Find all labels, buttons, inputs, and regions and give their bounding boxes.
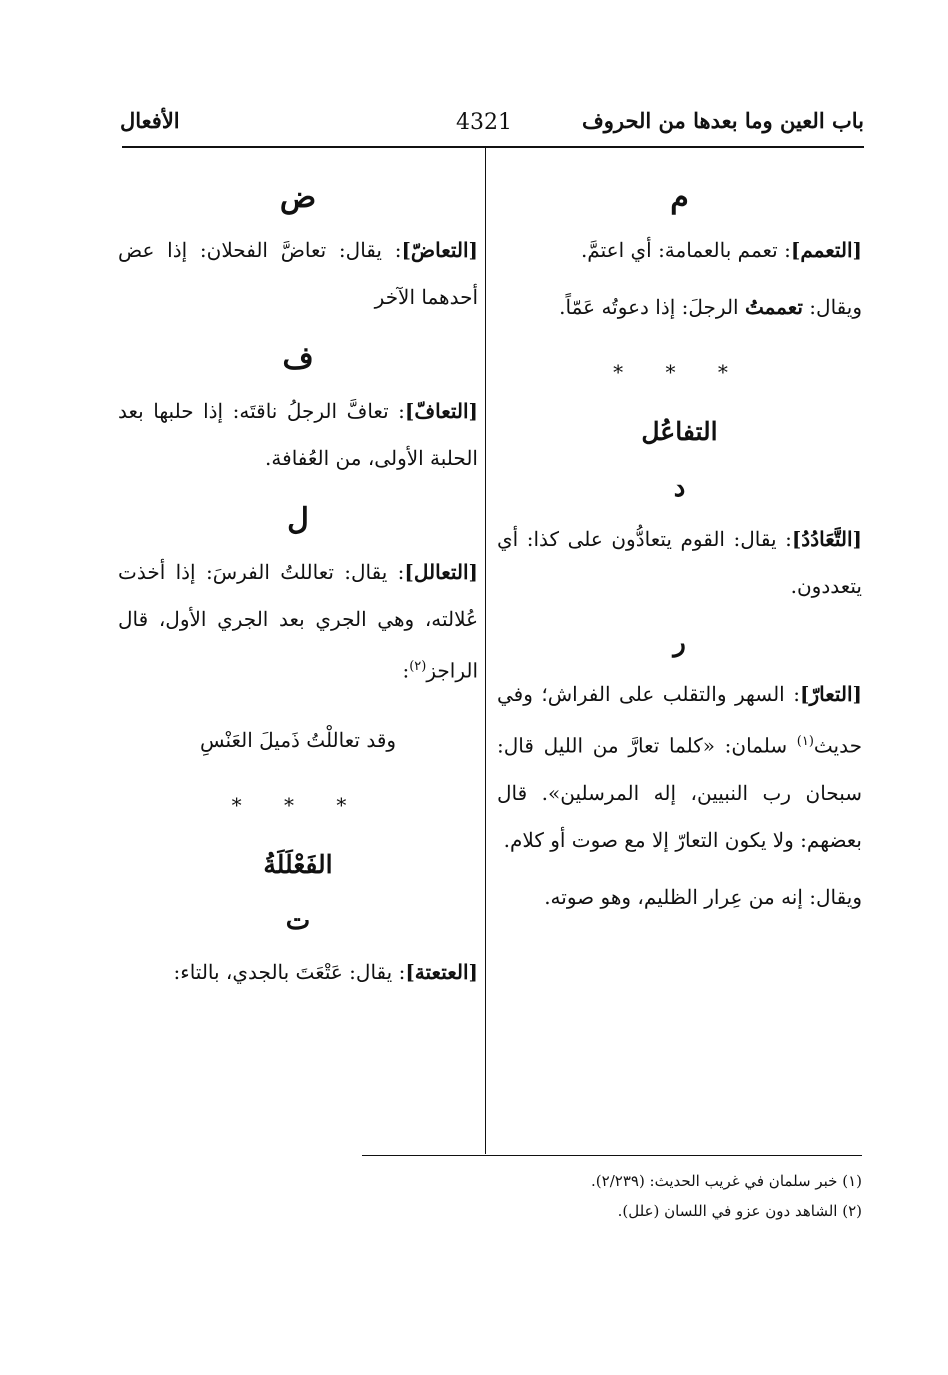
left-column	[118, 160, 478, 1006]
entry-taammum	[497, 227, 862, 274]
entry-text: سلمان: «كلما تعارَّ من الليل قال: سبحان رب النبيين، إله المرسلين». قال بعضهم: ولا يكون التعارّ إلا مع صوت أو كلام.	[497, 733, 862, 852]
letter-heading-ta: ت	[285, 905, 311, 936]
entry-term: [التعالل]	[404, 560, 478, 584]
section-name: الأفعال	[120, 108, 180, 133]
entry-term: [التعافّ]	[404, 399, 478, 423]
footnote-2: (٢) الشاهد دون عزو في اللسان (علل).	[617, 1202, 862, 1220]
entry-text: : يقال: تعاللتُ الفرسَ: إذا أخذت عُلالته، وهي الجري بعد الجري الأول، قال الراجز	[118, 560, 478, 683]
entry-term: [التعارّ]	[799, 682, 862, 706]
entry-term: [التعاضّ]	[401, 238, 478, 262]
entry-text: ويقال:	[802, 295, 862, 319]
entry-text: : السهر والتقلب على الفراش؛ وفي حديث	[497, 682, 862, 758]
right-column	[497, 160, 862, 931]
column-divider	[485, 148, 486, 1154]
page-header	[120, 100, 864, 146]
letter-heading-fa: ف	[282, 341, 314, 376]
letter-heading-mim: م	[670, 180, 689, 215]
header-rule	[122, 146, 864, 148]
footnote-ref: (١)	[796, 734, 814, 749]
entry-atata	[118, 949, 478, 996]
footnotes	[300, 1166, 862, 1226]
entry-taadd	[118, 227, 478, 321]
letter-heading-ra: ر	[673, 628, 686, 658]
footnote-rule	[362, 1155, 862, 1156]
entry-term: [العتعتة]	[405, 959, 478, 984]
entry-text: :	[402, 658, 410, 683]
section-title-falala: الفَعْلَلَةُ	[263, 849, 333, 879]
entry-term: تعممتُ	[744, 295, 803, 319]
entry-text: : يقال: عَتْعَتَ بالجدي، بالتاء:	[173, 959, 406, 984]
entry-text: : تعافَّ الرجلُ ناقتَه: إذا حلبها بعد الحلبة الأولى، من العُفافة.	[118, 399, 478, 470]
chapter-title: باب العين وما بعدها من الحروف	[581, 108, 864, 133]
entry-taalul	[118, 549, 478, 695]
entry-taarr	[497, 671, 862, 864]
entry-term: [التَّعَادُدُ]	[791, 527, 862, 551]
entry-taammamtu	[497, 284, 862, 331]
entry-text: : يقال: تعاضَّ الفحلان: إذا عض أحدهما الآخر	[118, 238, 478, 309]
letter-heading-dad: ض	[279, 180, 317, 215]
section-title-tafaul: التفاعُل	[641, 417, 718, 446]
page-number: 4321	[456, 110, 512, 135]
entry-irar	[497, 874, 862, 921]
letter-heading-lam: ل	[287, 502, 309, 537]
letter-heading-dal: د	[673, 473, 686, 503]
footnote-1: (١) خبر سلمان في غريب الحديث: (٢/٢٣٩).	[591, 1172, 862, 1190]
footnote-ref: (٢)	[409, 659, 427, 674]
section-separator: * * *	[613, 360, 746, 384]
entry-text: : تعمم بالعمامة: أي اعتمَّ.	[580, 238, 791, 262]
entry-text: ويقال: إنه من عِرار الظليم، وهو صوته.	[544, 884, 862, 909]
entry-term: [التعمم]	[790, 238, 862, 262]
entry-taadud	[497, 516, 862, 610]
entry-text: الرجلَ: إذا دعوتُه عَمّاً.	[559, 295, 745, 319]
entry-taaff	[118, 388, 478, 482]
poetry-verse: وقد تعاللْتُ ذَميلَ العَنْسِ	[199, 727, 397, 752]
entry-text: : يقال: القوم يتعادُّون على كذا: أي يتعددون.	[497, 527, 862, 598]
section-separator: * * *	[231, 792, 365, 817]
